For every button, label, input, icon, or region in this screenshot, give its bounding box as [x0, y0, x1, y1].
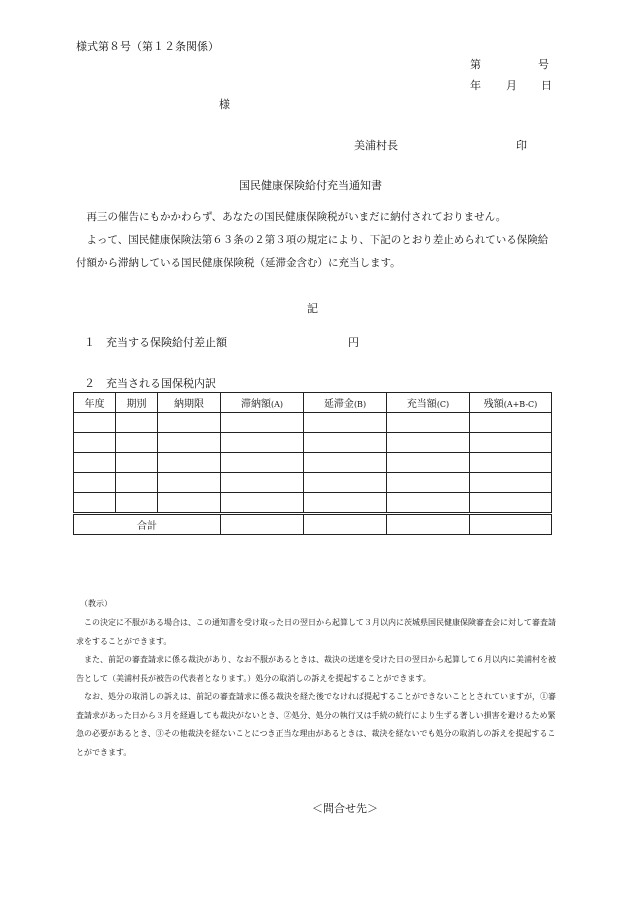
notice-paragraph: また、前記の審査請求に係る裁決があり、なお不服があるときは、裁決の送達を受けた日の翌日から起算して６月以内に美浦村を被告として（美浦村長が被告の代表者となります。）処分の取消しの訴えを提起することができます。	[76, 655, 556, 683]
body-text	[76, 206, 554, 275]
date-year: 年	[470, 79, 481, 92]
addressee-suffix: 様	[219, 98, 230, 111]
header-late-fee: 延滞金(B)	[304, 393, 387, 413]
date-month: 月	[506, 79, 517, 92]
breakdown-table	[73, 392, 552, 535]
contact-heading: ＜問合せ先＞	[312, 802, 378, 815]
notice-heading: （教示）	[80, 599, 112, 608]
table-row	[74, 453, 552, 473]
notice-text	[76, 614, 556, 762]
header-balance: 残額(A+B-C)	[470, 393, 552, 413]
total-label: 合計	[74, 514, 221, 535]
notice-paragraph: なお、処分の取消しの訴えは、前記の審査請求に係る裁決を経た後でなければ提起することができないこととされていますが，①審査請求があった日から３月を経過しても裁決がないとき、②処分、処分の執行又は手続の続行により生ずる著しい損害を避けるため緊急の必要があるとき、③その他裁決を経ないことにつき正当な理由があるときは、裁決を経ないでも処分の取消しの訴えを提起することができます。	[76, 692, 556, 757]
notice-paragraph: この決定に不服がある場合は、この通知書を受け取った日の翌日から起算して３月以内に茨城県国民健康保険審査会に対して審査請求をすることができます。	[76, 618, 556, 646]
table-row	[74, 433, 552, 453]
ki-heading: 記	[307, 302, 318, 315]
body-paragraph: 再三の催告にもかかわらず、あなたの国民健康保険税がいまだに納付されておりません。	[86, 211, 507, 223]
header-arrears: 滞納額(A)	[221, 393, 304, 413]
number-suffix: 号	[538, 58, 549, 71]
table-row	[74, 493, 552, 514]
body-paragraph: よって、国民健康保険法第６３条の２第３項の規定により、下記のとおり差止められている保険給付額から滞納している国民健康保険税（延滞金含む）に充当します。	[76, 234, 549, 269]
header-due-date: 納期限	[158, 393, 221, 413]
header-applied: 充当額(C)	[387, 393, 470, 413]
number-prefix: 第	[470, 58, 481, 71]
table-header-row	[74, 393, 552, 413]
item2-label: ２ 充当される国保税内訳	[84, 377, 216, 390]
header-year: 年度	[74, 393, 116, 413]
table-row	[74, 413, 552, 433]
header-period: 期別	[116, 393, 158, 413]
date-day: 日	[541, 79, 552, 92]
issuer-name: 美浦村長	[354, 139, 398, 152]
document-title: 国民健康保険給付充当通知書	[239, 179, 382, 192]
table-row	[74, 473, 552, 493]
item1-unit: 円	[348, 336, 359, 349]
item1-label: １ 充当する保険給付差止額	[84, 336, 227, 349]
table-total-row	[74, 514, 552, 535]
seal-mark: 印	[516, 139, 527, 152]
form-number: 様式第８号（第１２条関係）	[76, 40, 219, 53]
